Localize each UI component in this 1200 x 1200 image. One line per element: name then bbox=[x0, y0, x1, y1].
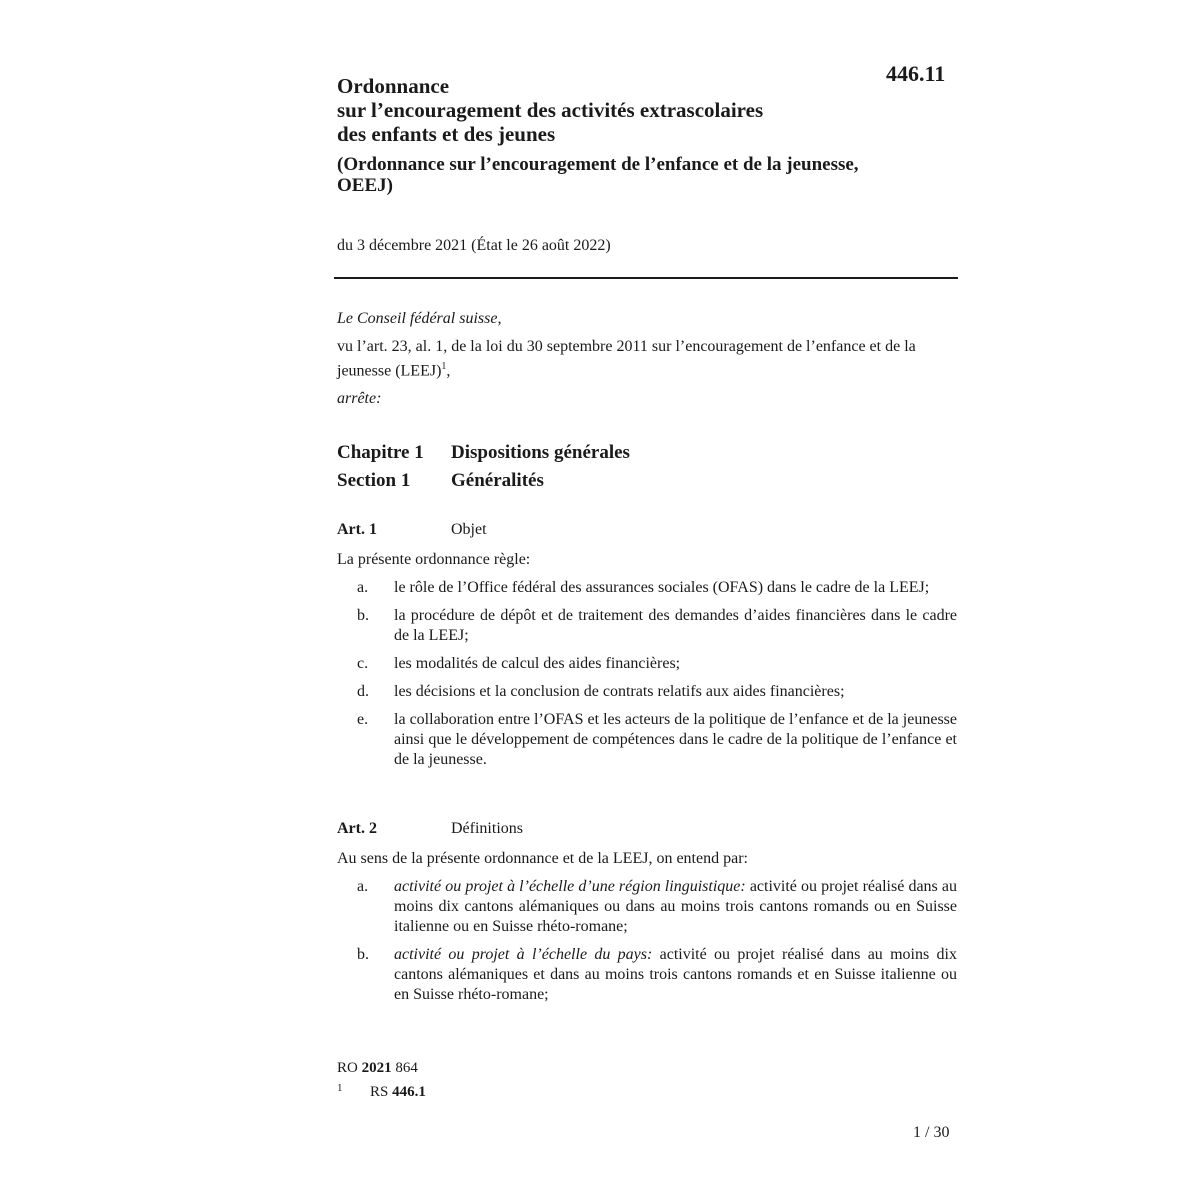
list-text: les modalités de calcul des aides financières; bbox=[394, 655, 681, 672]
list-letter: a. bbox=[357, 878, 369, 895]
list-letter: e. bbox=[357, 711, 369, 728]
preamble-decree: arrête: bbox=[337, 390, 382, 408]
ro-reference: RO 2021 864 bbox=[337, 1060, 418, 1076]
footnotes bbox=[337, 1058, 426, 1102]
page-number: 1 / 30 bbox=[913, 1124, 950, 1141]
document-date: du 3 décembre 2021 (État le 26 août 2022) bbox=[337, 237, 611, 254]
definition-term: activité ou projet à l’échelle d’une région linguistique: bbox=[394, 878, 746, 895]
list-item bbox=[357, 606, 957, 646]
list-item bbox=[357, 654, 957, 674]
article-2-intro: Au sens de la présente ordonnance et de la LEEJ, on entend par: bbox=[337, 850, 748, 867]
article-2-heading bbox=[337, 820, 523, 838]
section-heading bbox=[337, 470, 544, 492]
article-1-heading bbox=[337, 521, 487, 539]
document-number: 446.11 bbox=[886, 61, 946, 86]
list-item bbox=[357, 578, 957, 598]
preamble-authority: Le Conseil fédéral suisse, bbox=[337, 310, 502, 327]
chapter-heading bbox=[337, 442, 630, 464]
list-letter: c. bbox=[357, 655, 369, 672]
list-item bbox=[357, 877, 957, 937]
list-text: la collaboration entre l’OFAS et les acteurs de la politique de l’enfance et de la jeunesse ainsi que le développement de compétences dans le cadre de la politique de l’enfance et de la jeunesse. bbox=[394, 711, 957, 768]
title-line: des enfants et des jeunes bbox=[337, 122, 556, 146]
list-item bbox=[357, 710, 957, 770]
preamble-basis: vu l’art. 23, al. 1, de la loi du 30 septembre 2011 sur l’encouragement de l’enfance et de la jeunesse (LEEJ)$^1$, bbox=[337, 338, 916, 380]
list-letter: b. bbox=[357, 946, 369, 963]
section-label: Section 1 bbox=[337, 470, 411, 491]
title-line: Ordonnance bbox=[337, 74, 450, 98]
document-subtitle bbox=[337, 154, 937, 196]
document-title bbox=[337, 74, 877, 146]
preamble bbox=[337, 309, 957, 409]
footnote-mark: 1 bbox=[337, 1082, 343, 1094]
subtitle-line: OEEJ) bbox=[337, 175, 393, 196]
footnote-1: 1 RS 446.1 bbox=[337, 1078, 426, 1102]
list-letter: a. bbox=[357, 579, 369, 596]
list-text: activité ou projet à l’échelle d’une région linguistique: activité ou projet réalisé dans au moins dix cantons alémaniques ou dans au moins trois cantons romands ou en Suisse italienne ou en Suisse rhéto-romane; bbox=[394, 878, 957, 935]
subtitle-line: (Ordonnance sur l’encouragement de l’enfance et de la jeunesse, bbox=[337, 154, 859, 175]
article-title: Définitions bbox=[451, 820, 523, 837]
list-text: le rôle de l’Office fédéral des assurances sociales (OFAS) dans le cadre de la LEEJ; bbox=[394, 579, 930, 596]
article-title: Objet bbox=[451, 521, 487, 538]
list-text: la procédure de dépôt et de traitement des demandes d’aides financières dans le cadre de la LEEJ; bbox=[394, 607, 957, 644]
list-item bbox=[357, 945, 957, 1005]
article-2-list bbox=[357, 877, 957, 1013]
footnote-ref[interactable]: 1 bbox=[441, 361, 447, 372]
definition-term: activité ou projet à l’échelle du pays: bbox=[394, 946, 653, 963]
header-divider bbox=[334, 277, 958, 279]
chapter-title: Dispositions générales bbox=[451, 442, 630, 463]
title-line: sur l’encouragement des activités extrascolaires bbox=[337, 98, 764, 122]
list-item bbox=[357, 682, 957, 702]
list-text: les décisions et la conclusion de contrats relatifs aux aides financières; bbox=[394, 683, 845, 700]
article-label: Art. 2 bbox=[337, 820, 377, 837]
list-text: activité ou projet à l’échelle du pays: activité ou projet réalisé dans au moins dix cantons alémaniques et dans au moins trois cantons romands et en Suisse italienne ou en Suisse rhéto-romane; bbox=[394, 946, 957, 1003]
list-letter: b. bbox=[357, 607, 369, 624]
list-letter: d. bbox=[357, 683, 369, 700]
article-1-list bbox=[357, 578, 957, 778]
chapter-label: Chapitre 1 bbox=[337, 442, 424, 463]
article-1-intro: La présente ordonnance règle: bbox=[337, 551, 531, 568]
section-title: Généralités bbox=[451, 470, 544, 491]
article-label: Art. 1 bbox=[337, 521, 377, 538]
